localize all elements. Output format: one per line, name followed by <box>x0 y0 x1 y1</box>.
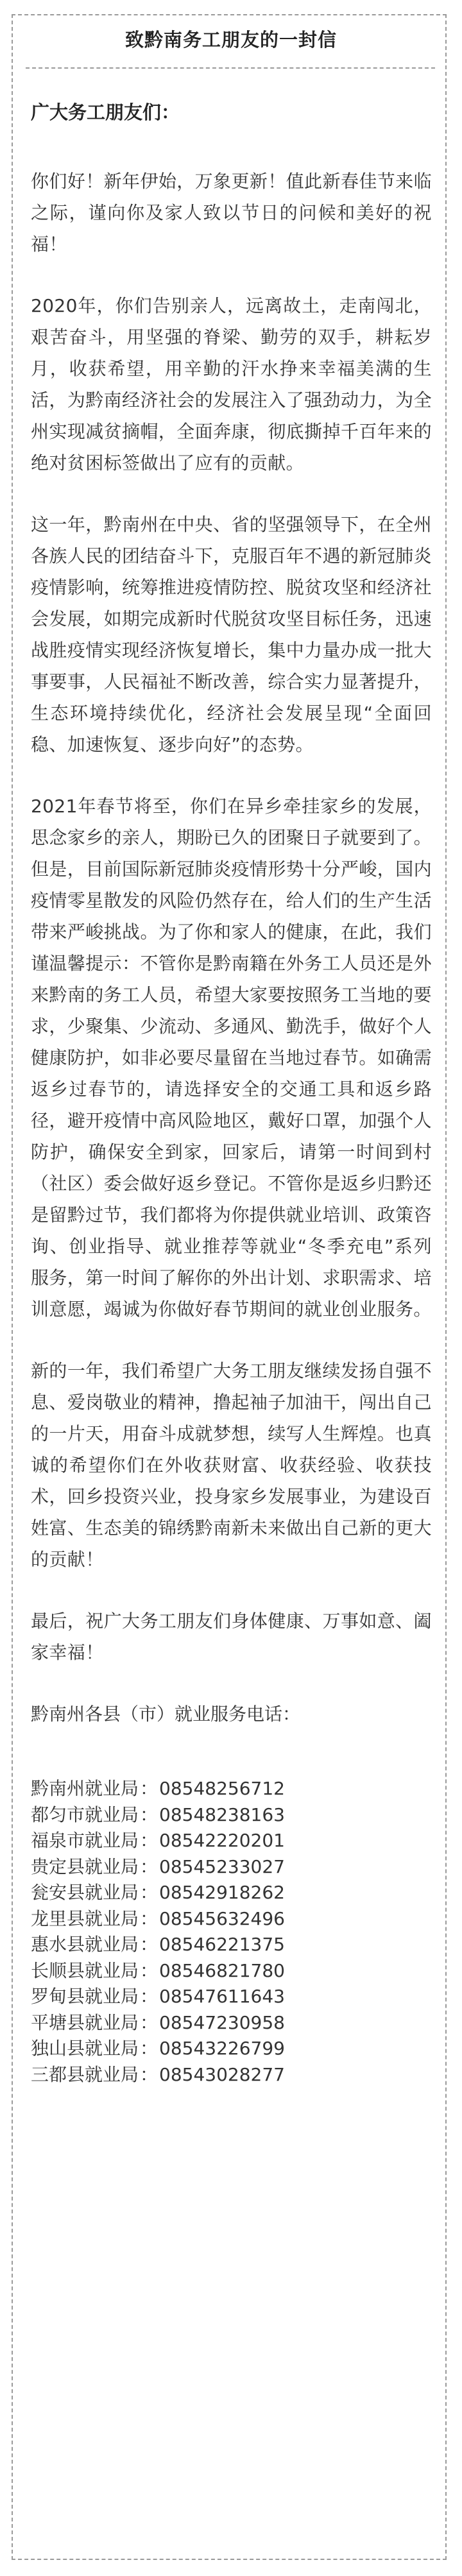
bureau-item <box>31 1854 432 1881</box>
bureau-phone: 08543226799 <box>159 2038 285 2059</box>
salutation: 广大务工朋友们： <box>31 101 180 123</box>
bureau-item <box>31 1932 432 1958</box>
bureau-name: 都匀市就业局 <box>31 1804 139 1825</box>
bureau-item <box>31 2036 432 2062</box>
bureau-item <box>31 2010 432 2036</box>
bureau-item <box>31 1828 432 1854</box>
bureau-separator: ： <box>140 1934 158 1955</box>
bureau-separator: ： <box>140 1830 158 1851</box>
paragraph-spring-festival-notice: 2021年春节将至，你们在异乡牵挂家乡的发展，思念家乡的亲人，期盼已久的团聚日子就要到了。但是，目前国际新冠肺炎疫情形势十分严峻，国内疫情零星散发的风险仍然存在，给人们的生产生活带来严峻挑战。为了你和家人的健康，在此，我们谨温馨提示：不管你是黔南籍在外务工人员还是外来黔南的务工人员，希望大家要按照务工当地的要求，少聚集、少流动、多通风、勤洗手，做好个人健康防护，如非必要尽量留在当地过春节。如确需返乡过春节的，请选择安全的交通工具和返乡路径，避开疫情中高风险地区，戴好口罩，加强个人防护，确保安全到家，回家后，请第一时间到村（社区）委会做好返乡登记。不管你是返乡归黔还是留黔过节，我们都将为你提供就业培训、政策咨询、创业指导、就业推荐等就业“冬季充电”系列服务，第一时间了解你的外出计划、求职需求、培训意愿，竭诚为你做好春节期间的就业创业服务。 <box>31 796 432 1320</box>
bureau-name: 罗甸县就业局 <box>31 1986 139 2007</box>
bureau-name: 长顺县就业局 <box>31 1959 139 1981</box>
bureau-phone: 08547230958 <box>159 2011 285 2033</box>
bureau-separator: ： <box>140 1907 158 1929</box>
letter-body <box>31 96 432 2088</box>
bureau-item <box>31 1906 432 1932</box>
bureau-phone: 08543028277 <box>159 2063 285 2085</box>
bureau-name: 独山县就业局 <box>31 2038 139 2059</box>
paragraph-new-year-hopes: 新的一年，我们希望广大务工朋友继续发扬自强不息、爱岗敬业的精神，撸起袖子加油干，闯出自己的一片天，用奋斗成就梦想，续写人生辉煌。也真诚的希望你们在外收获财富、收获经验、收获技术，回乡投资兴业，投身家乡发展事业，为建设百姓富、生态美的锦绣黔南新未来做出自己新的更大的贡献！ <box>31 1360 432 1570</box>
bureau-separator: ： <box>140 1959 158 1981</box>
bureau-phone: 08547611643 <box>159 1986 285 2007</box>
bureau-item <box>31 1880 432 1906</box>
bureau-item <box>31 1958 432 1984</box>
bureau-separator: ： <box>140 1778 158 1799</box>
title-divider <box>26 67 435 69</box>
paragraph-2020-review: 2020年，你们告别亲人，远离故土，走南闯北，艰苦奋斗，用坚强的脊梁、勤劳的双手，耕耘岁月，收获希望，用辛勤的汗水挣来幸福美满的生活，为黔南经济社会的发展注入了强劲动力，为全州实现减贫摘帽，全面奔康，彻底撕掉千百年来的绝对贫困标签做出了应有的贡献。 <box>31 295 432 473</box>
bureau-phone: 08542918262 <box>159 1882 285 1903</box>
bureau-phone: 08546821780 <box>159 1959 285 1981</box>
bureau-separator: ： <box>140 1986 158 2007</box>
bureau-separator: ： <box>140 2038 158 2059</box>
bureau-name: 贵定县就业局 <box>31 1855 139 1877</box>
bureau-item <box>31 1776 432 1802</box>
bureau-phone: 08548256712 <box>159 1778 285 1799</box>
bureau-phone-list <box>31 1776 432 2088</box>
bureau-name: 惠水县就业局 <box>31 1934 139 1955</box>
bureau-name: 平塘县就业局 <box>31 2011 139 2033</box>
bureau-phone: 08542220201 <box>159 1830 285 1851</box>
hotline-heading: 黔南州各县（市）就业服务电话： <box>31 1703 301 1725</box>
bureau-separator: ： <box>140 1804 158 1825</box>
bureau-name: 三都县就业局 <box>31 2063 139 2085</box>
bureau-name: 福泉市就业局 <box>31 1830 139 1851</box>
bureau-phone: 08548238163 <box>159 1804 285 1825</box>
bureau-item <box>31 2062 432 2088</box>
bureau-separator: ： <box>140 2063 158 2085</box>
paragraph-closing-wishes: 最后，祝广大务工朋友们身体健康、万事如意、阖家幸福！ <box>31 1610 432 1663</box>
bureau-name: 瓮安县就业局 <box>31 1882 139 1903</box>
bureau-name: 黔南州就业局 <box>31 1778 139 1799</box>
bureau-phone: 08545233027 <box>159 1855 285 1877</box>
bureau-separator: ： <box>140 1882 158 1903</box>
paragraph-greeting: 你们好！新年伊始，万象更新！值此新春佳节来临之际，谨向你及家人致以节日的问候和美好的祝福！ <box>31 171 432 255</box>
bureau-separator: ： <box>140 1855 158 1877</box>
bureau-phone: 08546221375 <box>159 1934 285 1955</box>
bureau-separator: ： <box>140 2011 158 2033</box>
paragraph-achievements: 这一年，黔南州在中央、省的坚强领导下，在全州各族人民的团结奋斗下，克服百年不遇的新冠肺炎疫情影响，统筹推进疫情防控、脱贫攻坚和经济社会发展，如期完成新时代脱贫攻坚目标任务，迅速战胜疫情实现经济恢复增长，集中力量办成一批大事要事，人民福祉不断改善，综合实力显著提升，生态环境持续优化，经济社会发展呈现“全面回稳、加速恢复、逐步向好”的态势。 <box>31 514 432 755</box>
bureau-phone: 08545632496 <box>159 1907 285 1929</box>
bureau-item <box>31 1984 432 2010</box>
bureau-item <box>31 1802 432 1829</box>
bureau-name: 龙里县就业局 <box>31 1907 139 1929</box>
letter-title: 致黔南务工朋友的一封信 <box>124 29 337 51</box>
